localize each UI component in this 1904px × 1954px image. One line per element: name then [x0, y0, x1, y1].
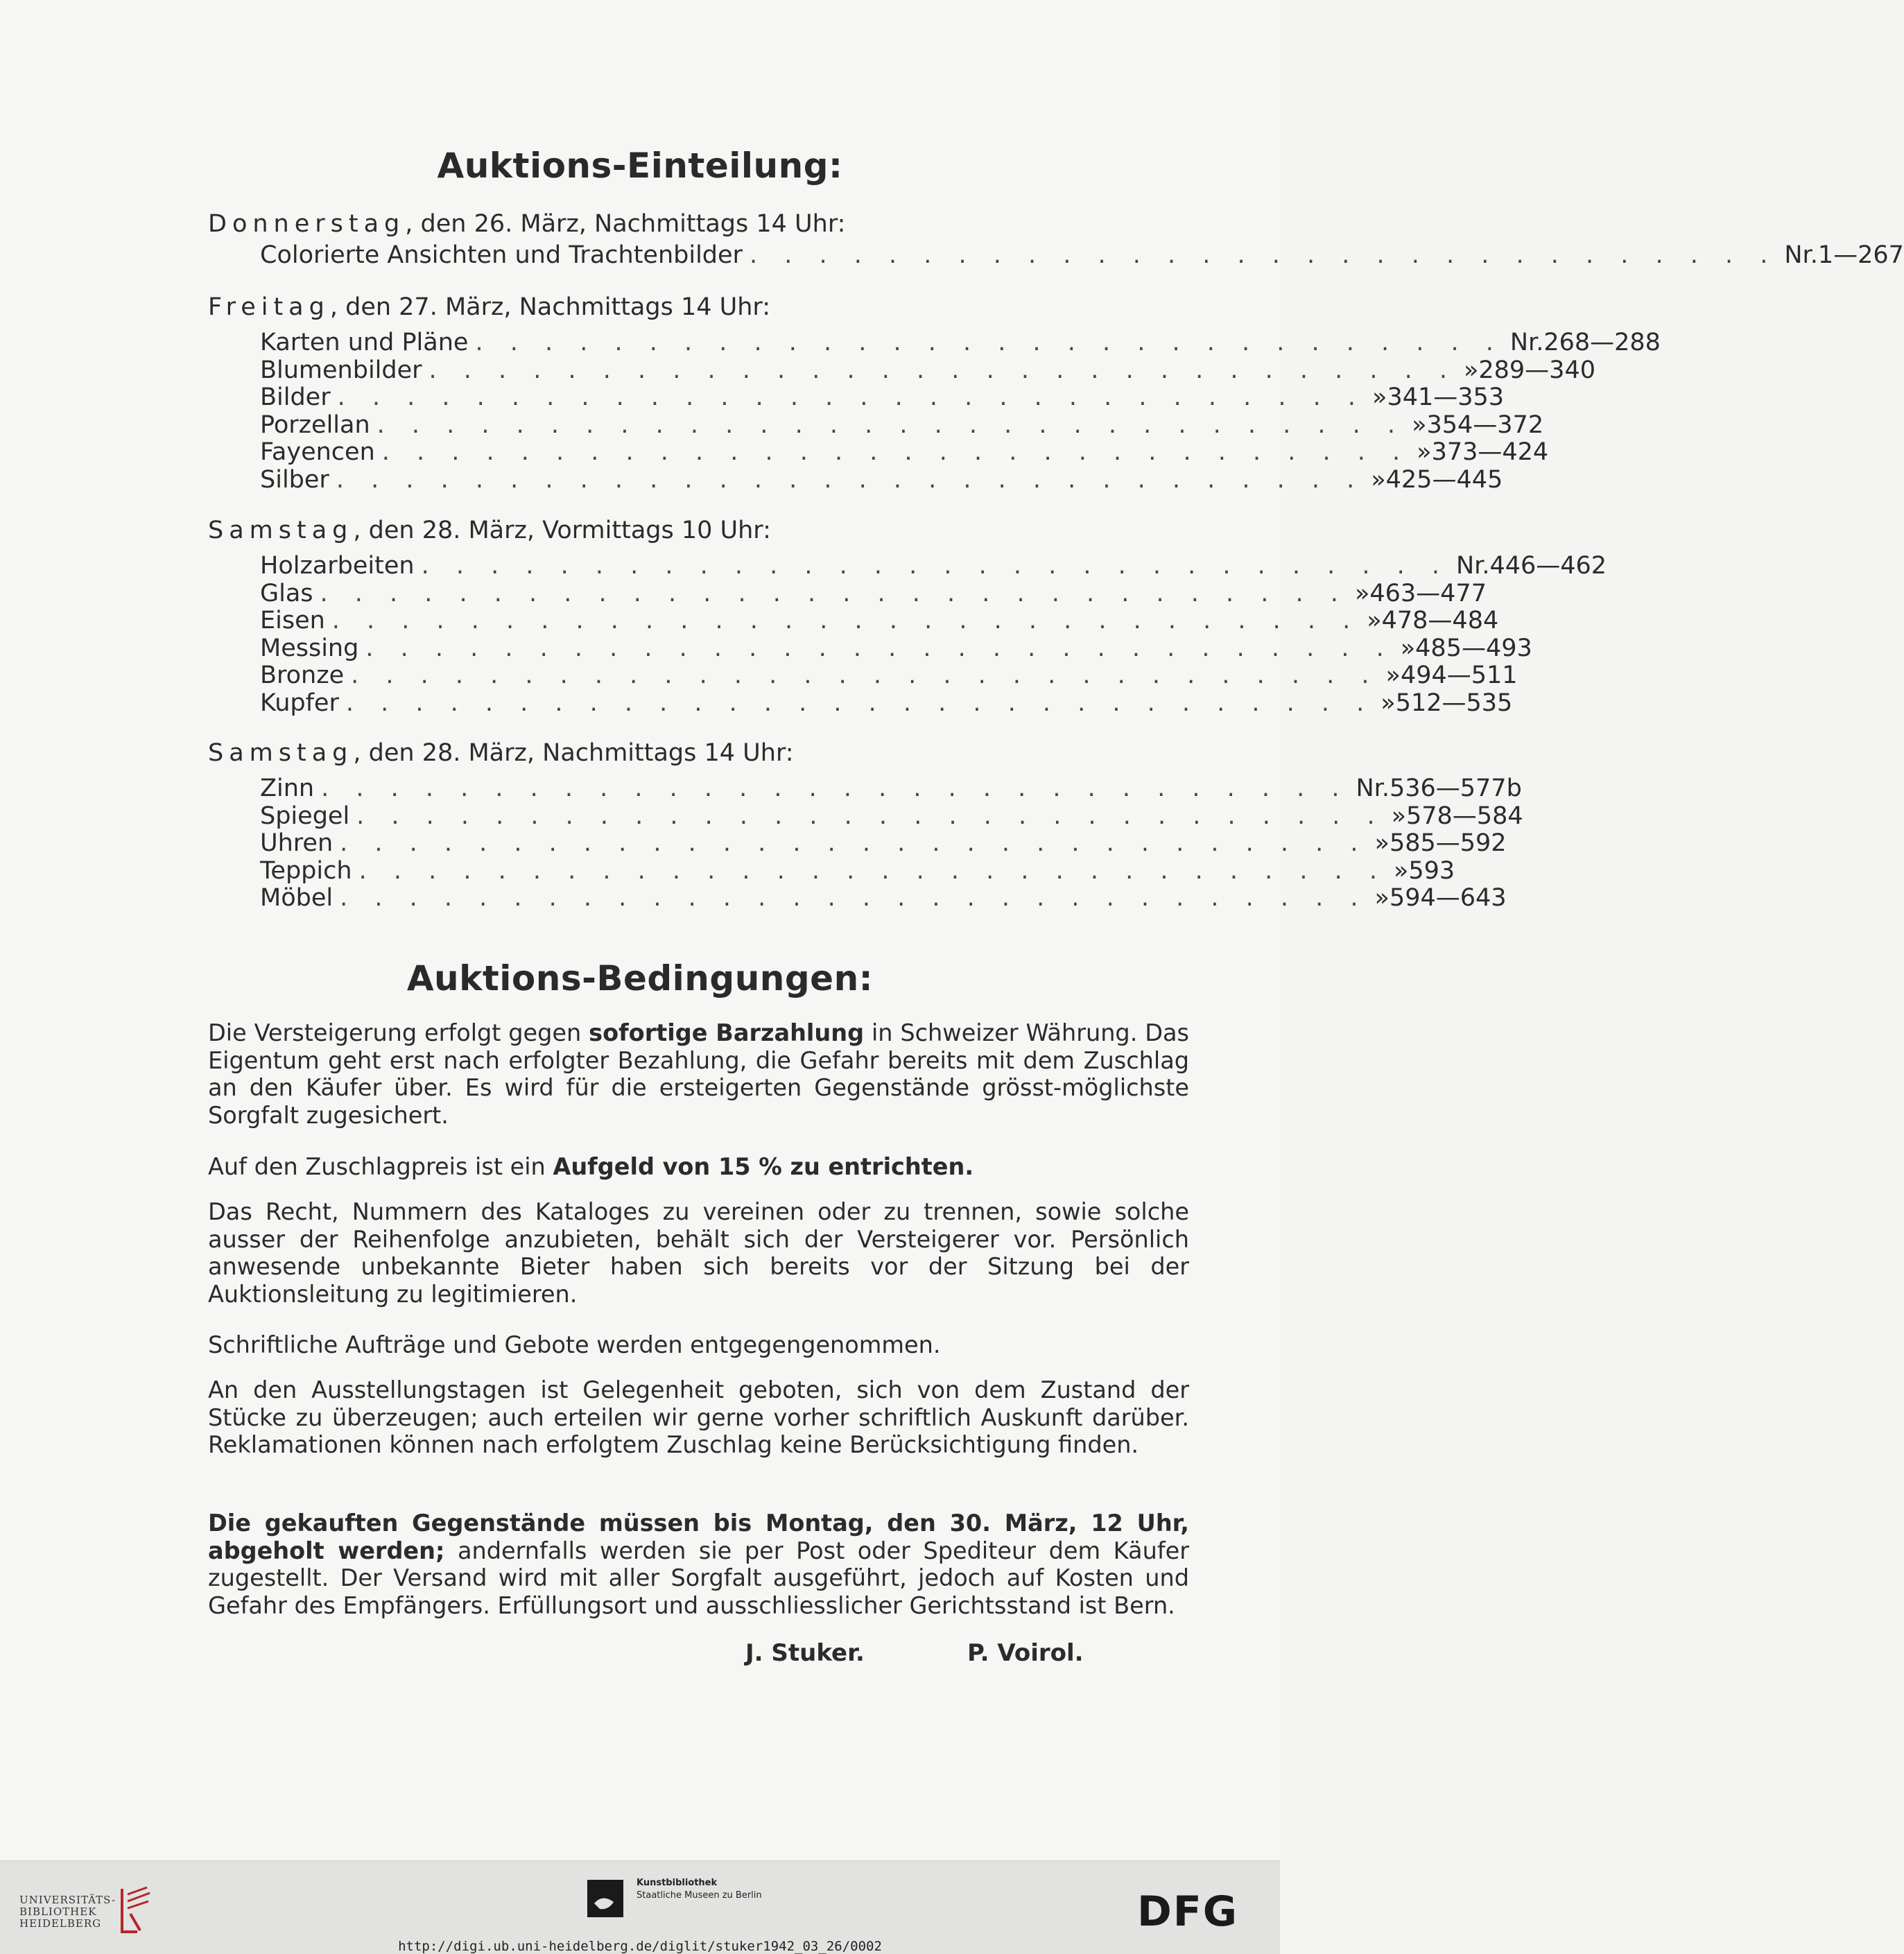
kunstbibliothek-logo-icon	[586, 1878, 625, 1919]
list-item: Porzellan . . . . . . . . . . . . . . . . . . . . . . . . . . . . . . » 354—372	[260, 410, 1544, 439]
session-heading: Freitag, den 27. März, Nachmittags 14 Uhr:	[208, 293, 770, 321]
list-item: Uhren . . . . . . . . . . . . . . . . . . . . . . . . . . . . . . » 585—592	[260, 829, 1507, 857]
list-item: Blumenbilder . . . . . . . . . . . . . . . . . . . . . . . . . . . . . . » 289—340	[260, 356, 1595, 384]
list-item: Glas . . . . . . . . . . . . . . . . . . . . . . . . . . . . . . » 463—477	[260, 579, 1487, 607]
list-item: Möbel . . . . . . . . . . . . . . . . . . . . . . . . . . . . . . » 594—643	[260, 884, 1507, 912]
footer-bar	[0, 1860, 1280, 1954]
session-2	[208, 293, 1661, 494]
heading-bedingungen: Auktions-Bedingungen:	[406, 958, 874, 998]
signature-stuker: J. Stuker.	[745, 1639, 865, 1667]
session-3	[208, 517, 1607, 717]
condition-payment: Die Versteigerung erfolgt gegen sofortige Barzahlung in Schweizer Währung. Das Eigentum geht erst nach erfolgter Bezahlung, die Gefahr bereits mit dem Zuschlag an den Käufer über. Es wird für die ersteigerten Gegenstände grösst-möglichste Sorgfalt zugesichert.	[208, 1019, 1189, 1129]
condition-catalog-rights: Das Recht, Nummern des Kataloges zu vereinen oder zu trennen, sowie solche ausser der Reihenfolge anzubieten, behält sich der Versteigerer vor. Persönlich anwesende unbekannte Bieter haben sich bereits vor der Sitzung bei der Auktionsleitung zu legitimieren.	[208, 1198, 1189, 1308]
source-url[interactable]: http://digi.ub.uni-heidelberg.de/diglit/stuker1942_03_26/0002	[398, 1939, 882, 1954]
session-4	[208, 739, 1523, 913]
session-heading: Samstag, den 28. März, Nachmittags 14 Uhr:	[208, 739, 794, 767]
list-item: Messing . . . . . . . . . . . . . . . . . . . . . . . . . . . . . . » 485—493	[260, 634, 1532, 662]
list-item: Teppich . . . . . . . . . . . . . . . . . . . . . . . . . . . . . . » 593	[260, 856, 1455, 885]
list-item: Colorierte Ansichten und Trachtenbilder . . . . . . . . . . . . . . . . . . . . . . . . . . . . . . Nr. 1—267	[260, 241, 1904, 269]
condition-written-bids: Schriftliche Aufträge und Gebote werden entgegengenommen.	[208, 1331, 941, 1358]
heading-einteilung: Auktions-Einteilung:	[437, 146, 843, 186]
list-item: Zinn . . . . . . . . . . . . . . . . . . . . . . . . . . . . . . Nr. 536—577b	[260, 775, 1522, 802]
list-item: Holzarbeiten . . . . . . . . . . . . . . . . . . . . . . . . . . . . . . Nr. 446—462	[260, 552, 1607, 580]
list-item: Bilder . . . . . . . . . . . . . . . . . . . . . . . . . . . . . . » 341—353	[260, 383, 1505, 411]
list-item: Eisen . . . . . . . . . . . . . . . . . . . . . . . . . . . . . . » 478—484	[260, 607, 1499, 634]
kunstbibliothek-label: Kunstbibliothek Staatliche Museen zu Berlin	[637, 1878, 762, 1901]
list-item: Fayencen . . . . . . . . . . . . . . . . . . . . . . . . . . . . . . » 373—424	[260, 438, 1549, 466]
session-1	[208, 210, 1904, 270]
signature-voirol: P. Voirol.	[967, 1639, 1084, 1667]
list-item: Spiegel . . . . . . . . . . . . . . . . . . . . . . . . . . . . . . » 578—584	[260, 802, 1523, 830]
condition-inspection: An den Ausstellungstagen ist Gelegenheit geboten, sich von dem Zustand der Stücke zu überzeugen; auch erteilen wir gerne vorher schriftlich Auskunft darüber. Reklamationen können nach erfolgtem Zuschlag keine Berücksichtigung finden.	[208, 1376, 1189, 1458]
list-item: Karten und Pläne . . . . . . . . . . . . . . . . . . . . . . . . . . . . . . Nr. 268—288	[260, 329, 1661, 356]
ub-heidelberg-label: UNIVERSITÄTS- BIBLIOTHEK HEIDELBERG	[19, 1894, 116, 1930]
list-item: Kupfer . . . . . . . . . . . . . . . . . . . . . . . . . . . . . . » 512—535	[260, 689, 1513, 717]
session-heading: Donnerstag, den 26. März, Nachmittags 14 Uhr:	[208, 210, 846, 238]
session-heading: Samstag, den 28. März, Vormittags 10 Uhr:	[208, 517, 771, 544]
condition-collection: Die gekauften Gegenstände müssen bis Montag, den 30. März, 12 Uhr, abgeholt werden; andernfalls werden sie per Post oder Spediteur dem Käufer zugestellt. Der Versand wird mit aller Sorgfalt ausgeführt, jedoch auf Kosten und Gefahr des Empfängers. Erfüllungsort und ausschliesslicher Gerichtsstand ist Bern.	[208, 1510, 1189, 1619]
list-item: Silber . . . . . . . . . . . . . . . . . . . . . . . . . . . . . . » 425—445	[260, 465, 1503, 494]
condition-premium: Auf den Zuschlagpreis ist ein Aufgeld von 15 % zu entrichten.	[208, 1153, 974, 1180]
dfg-logo: DFG	[1137, 1887, 1239, 1936]
list-item: Bronze . . . . . . . . . . . . . . . . . . . . . . . . . . . . . . » 494—511	[260, 662, 1518, 689]
ub-heidelberg-logo-icon	[116, 1886, 155, 1936]
